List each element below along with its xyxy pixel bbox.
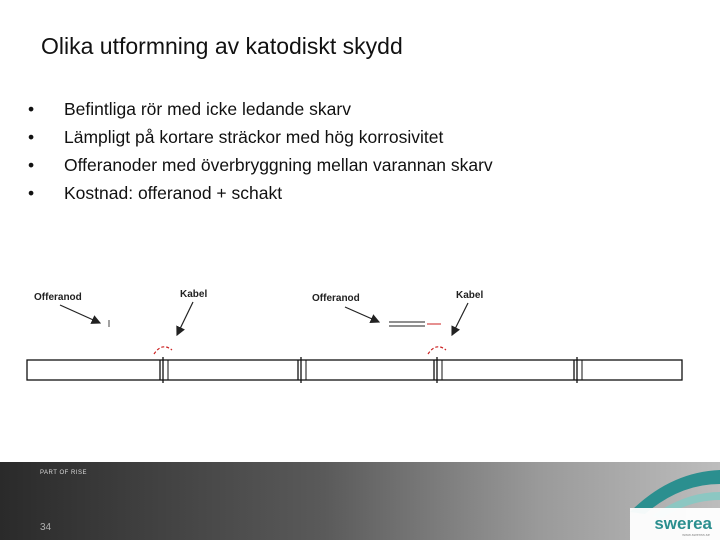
bullet-marker: •: [28, 127, 35, 147]
right-anode-arrow: [345, 307, 379, 322]
bullet-text: Kostnad: offeranod + schakt: [64, 183, 283, 203]
bullet-item: [28, 123, 493, 151]
footer-band: [0, 462, 720, 540]
left-anode-label: Offeranod: [34, 292, 82, 303]
pipe-diagram: [0, 280, 720, 390]
bullet-marker: •: [28, 183, 35, 203]
bullet-item: [28, 179, 493, 207]
right-cable-label: Kabel: [456, 290, 484, 301]
page-number: 34: [40, 522, 52, 533]
bullet-text: Befintliga rör med icke ledande skarv: [64, 99, 351, 119]
left-anode-arrow: [60, 305, 100, 323]
bullet-marker: •: [28, 155, 35, 175]
bullet-item: [28, 151, 493, 179]
right-anode-label: Offeranod: [312, 293, 360, 304]
bullet-text: Offeranoder med överbryggning mellan varannan skarv: [64, 155, 493, 175]
bullet-marker: •: [28, 99, 35, 119]
logo-subtext: www.swerea.se: [682, 532, 710, 537]
bullet-list: [28, 95, 493, 207]
left-cable-label: Kabel: [180, 289, 208, 300]
bullet-text: Lämpligt på kortare sträckor med hög korrosivitet: [64, 127, 444, 147]
bullet-item: [28, 95, 493, 123]
swerea-logo: [610, 462, 720, 540]
right-cable-arrow: [452, 303, 468, 335]
slide-title: Olika utformning av katodiskt skydd: [41, 33, 403, 59]
logo-text: swerea: [654, 514, 712, 533]
pipe-body: [27, 360, 682, 380]
footer-label: PART OF RISE: [40, 470, 88, 476]
left-cable-arrow: [177, 302, 193, 335]
